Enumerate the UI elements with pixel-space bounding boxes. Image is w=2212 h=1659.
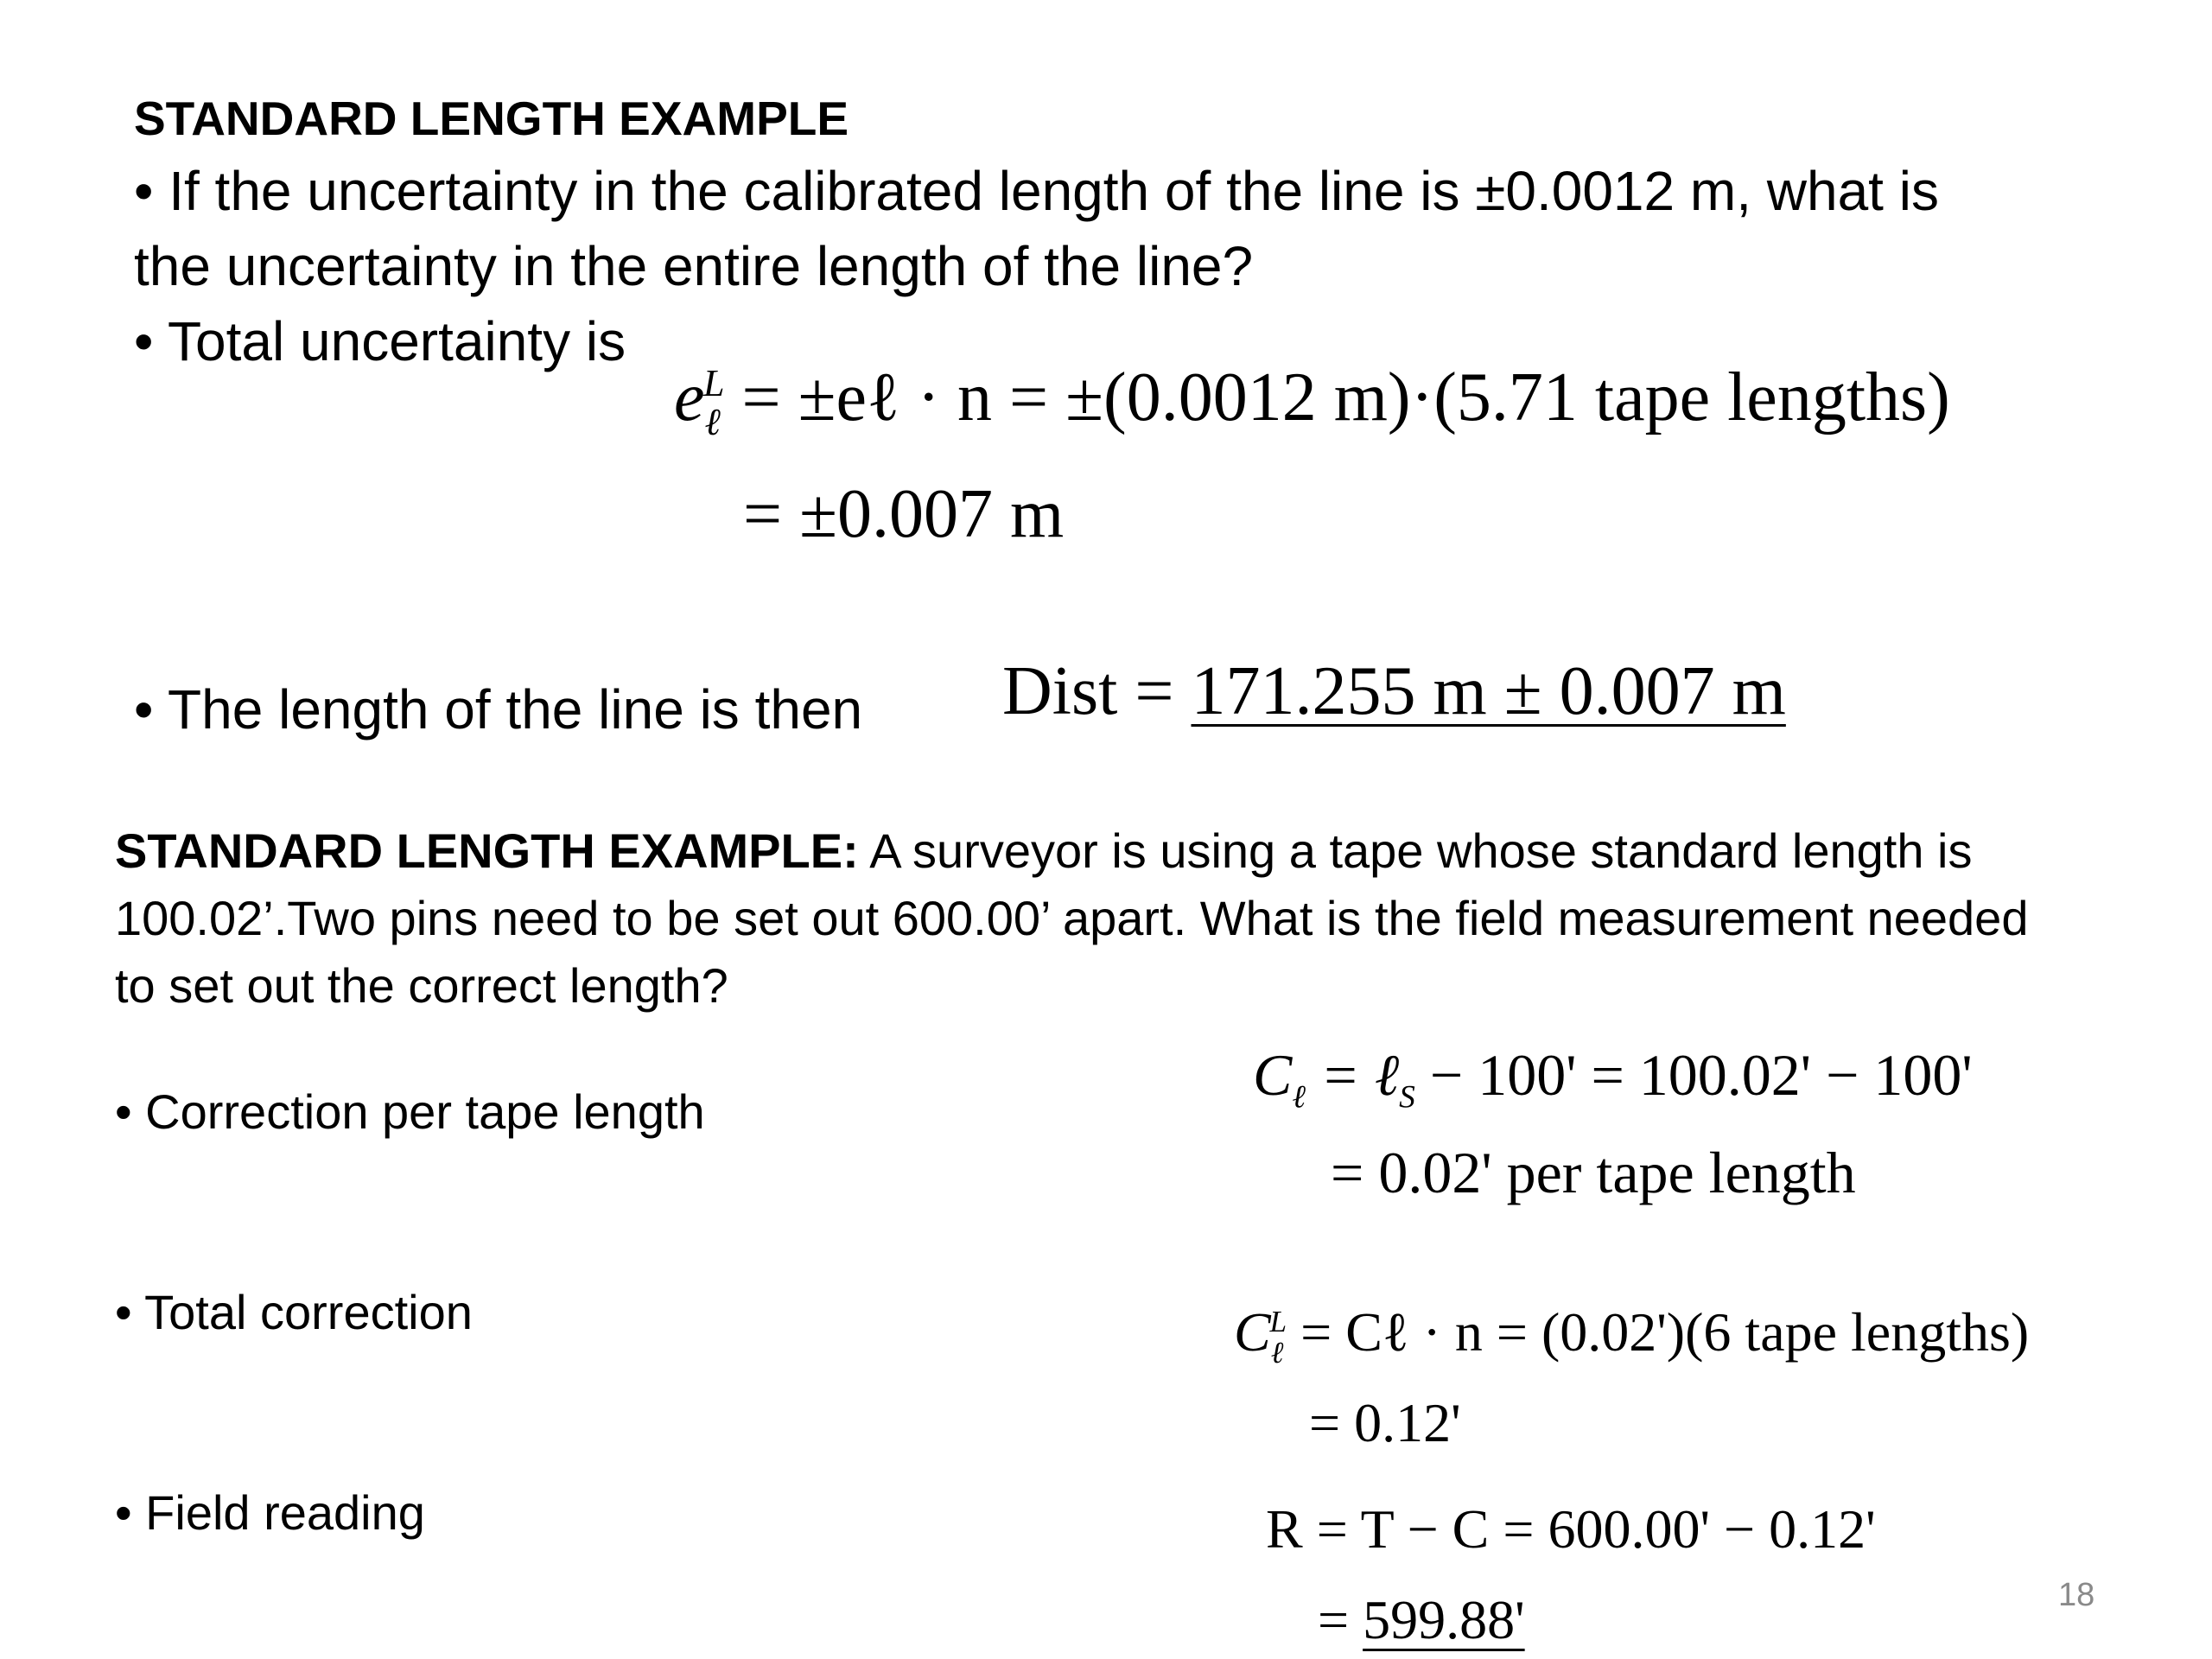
equation-total-correction-line1 (1234, 1300, 2029, 1370)
bullet-uncertainty-question-line2: the uncertainty in the entire length of the line? (134, 235, 1254, 297)
c-symbol: $C_\ell$ (1253, 1042, 1306, 1116)
equation-field-reading-line2 (1318, 1588, 1525, 1652)
distance-value: 171.255 m ± 0.007 m (1191, 653, 1786, 729)
equation-total-correction-expression: = Cℓ · n = (0.02')(6 tape lengths) (1300, 1301, 2030, 1363)
equation-uncertainty-expression: = ±eℓ · n = ±(0.0012 m)·(5.71 tape lengths) (741, 359, 1950, 435)
equation-total-correction-line2: = 0.12' (1309, 1392, 1461, 1453)
e-symbol: $e_\ell^L$ (674, 359, 725, 443)
equation-uncertainty-line1 (674, 359, 1950, 444)
equation-correction-line2: = 0.02' per tape length (1331, 1140, 1856, 1205)
section2-intro-line3: to set out the correct length? (115, 958, 728, 1013)
section2-intro-line1 (115, 817, 1973, 885)
equation-correction-line1 (1253, 1041, 1973, 1116)
field-reading-result: 599.88' (1363, 1589, 1525, 1650)
bullet-total-uncertainty: • Total uncertainty is (134, 310, 626, 372)
section1-title: STANDARD LENGTH EXAMPLE (134, 92, 849, 145)
c-total-symbol: $C_\ell^L$ (1234, 1301, 1287, 1370)
section2-intro-line2: 100.02’.Two pins need to be set out 600.00’ apart. What is the field measurement needed (115, 891, 2029, 945)
section2-title: STANDARD LENGTH EXAMPLE: (115, 823, 859, 878)
equation-uncertainty-line2: = ±0.007 m (743, 476, 1065, 552)
bullet-total-correction: • Total correction (115, 1285, 473, 1339)
equation-field-reading-line1: R = T − C = 600.00' − 0.12' (1266, 1498, 1876, 1560)
distance-label: Dist = (1002, 653, 1174, 729)
ell-symbol: = ℓ (1319, 1042, 1400, 1108)
page-number: 18 (2058, 1577, 2095, 1613)
equation-correction-rest: − 100' = 100.02' − 100' (1414, 1042, 1973, 1108)
bullet-field-reading: • Field reading (115, 1485, 425, 1540)
bullet-length-of-line: • The length of the line is then (134, 678, 863, 741)
bullet-uncertainty-question-line1: • If the uncertainty in the calibrated length of the line is ±0.0012 m, what is (134, 160, 1939, 222)
s-subscript: S (1399, 1079, 1415, 1116)
section2-intro-text: A surveyor is using a tape whose standard length is (858, 823, 1973, 878)
equals-sign: = (1318, 1589, 1350, 1650)
equation-distance (1002, 652, 1786, 731)
bullet-correction-per-tape: • Correction per tape length (115, 1084, 705, 1139)
